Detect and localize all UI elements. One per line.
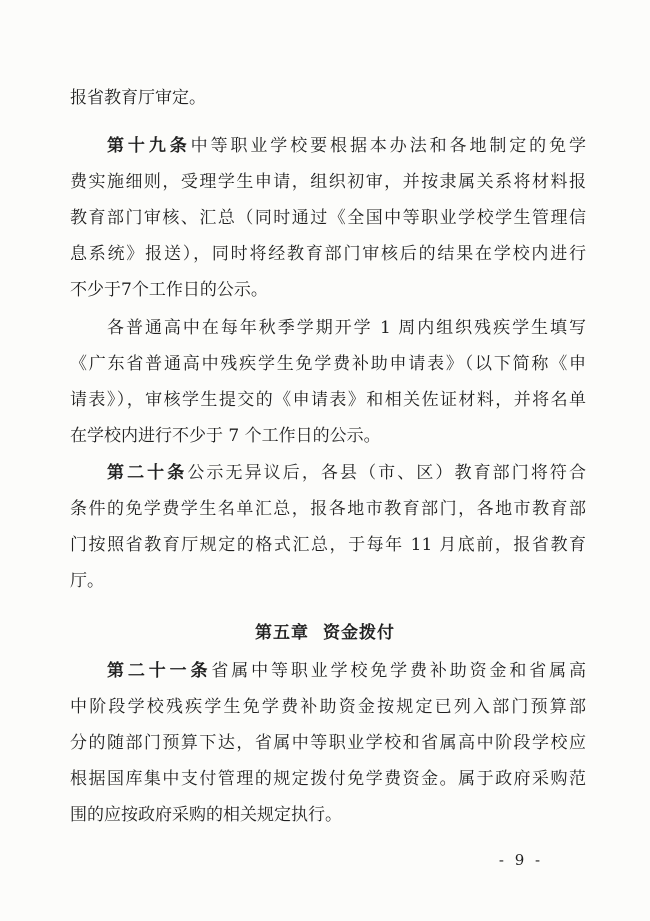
text-line-5: 息系统》报送），同时将经教育部门审核后的结果在学校内进行 <box>70 244 586 264</box>
text-line-4: 教育部门审核、汇总（同时通过《全国中等职业学校学生管理信 <box>70 208 586 228</box>
article-19-first-line <box>107 128 586 164</box>
text-line-8: 《广东省普通高中残疾学生免学费补助申请表》（以下简称《申 <box>70 354 586 374</box>
article-20-heading: 第二十条 <box>107 463 188 483</box>
text-line-10: 在学校内进行不少于 7 个工作日的公示。 <box>70 426 381 446</box>
text-line-17: 分的随部门预算下达，省属中等职业学校和省属高中阶段学校应 <box>70 733 586 753</box>
text-line-16: 中阶段学校残疾学生免学费补助资金按规定已列入部门预算部 <box>70 697 586 717</box>
text-line-3: 费实施细则，受理学生申请，组织初审，并按隶属关系将材料报 <box>70 172 586 192</box>
text-line-14: 厅。 <box>70 571 104 591</box>
article-19-heading: 第十九条 <box>107 136 191 156</box>
text-line-19: 围的应按政府采购的相关规定执行。 <box>70 805 342 825</box>
article-20-text-start: 公示无异议后，各县（市、区）教育部门将符合 <box>187 463 587 483</box>
article-21-heading: 第二十一条 <box>107 661 212 681</box>
chapter-number: 第五章 <box>255 623 309 643</box>
text-line-13: 门按照省教育厅规定的格式汇总，于每年 11 月底前，报省教育 <box>70 535 586 555</box>
text-line-12: 条件的免学费学生名单汇总，报各地市教育部门，各地市教育部 <box>70 499 586 519</box>
article-21-first-line <box>107 653 586 689</box>
text-line-18: 根据国库集中支付管理的规定拨付免学费资金。属于政府采购范 <box>70 769 586 789</box>
article-19-text-start: 中等职业学校要根据本办法和各地制定的免学 <box>190 136 587 156</box>
page-number: - 9 - <box>498 851 544 869</box>
article-21-text-start: 省属中等职业学校免学费补助资金和省属高 <box>211 661 587 681</box>
text-line-1: 报省教育厅审定。 <box>70 88 206 108</box>
chapter-heading <box>0 615 650 651</box>
text-line-6: 不少于7个工作日的公示。 <box>70 280 268 300</box>
chapter-title: 资金拨付 <box>323 623 395 643</box>
article-20-first-line <box>107 455 586 491</box>
text-line-9: 请表》），审核学生提交的《申请表》和相关佐证材料，并将名单 <box>70 390 586 410</box>
text-line-7: 各普通高中在每年秋季学期开学 1 周内组织残疾学生填写 <box>107 318 586 338</box>
